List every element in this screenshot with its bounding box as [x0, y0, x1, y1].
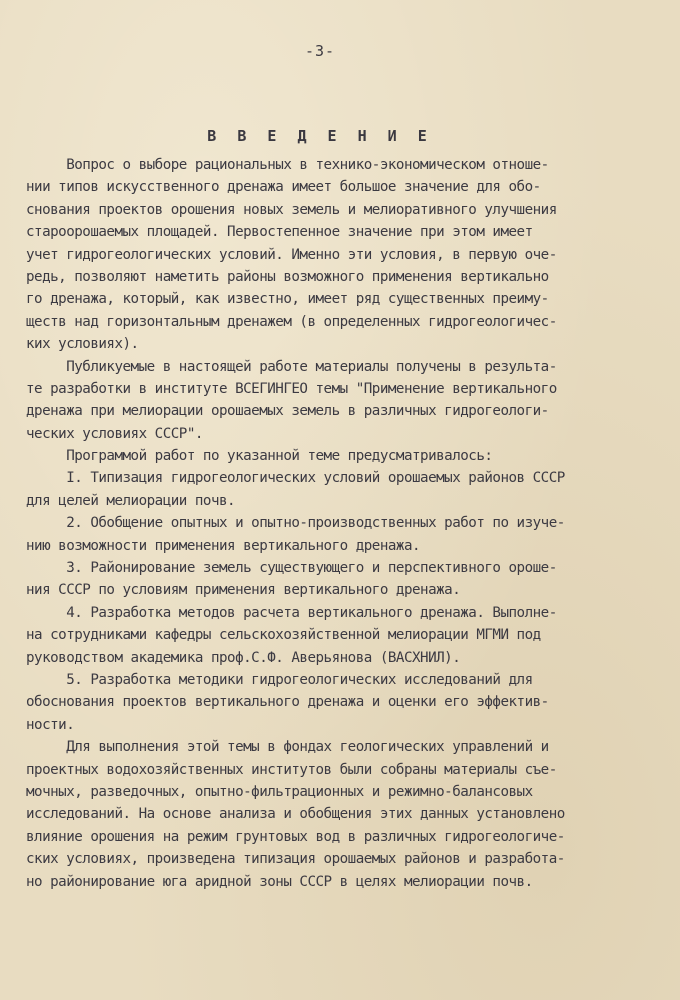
text-line: Публикуемые в настоящей работе материалы получены в результа-	[26, 358, 557, 375]
text-line: нию возможности применения вертикального дренажа.	[26, 537, 421, 554]
text-line: староорошаемых площадей. Первостепенное значение при этом имеет	[26, 224, 533, 241]
text-line: ких условиях).	[26, 336, 139, 353]
text-line: ских условиях, произведена типизация орошаемых районов и разработа-	[26, 851, 565, 868]
text-line: Для выполнения этой темы в фондах геологических управлений и	[26, 739, 549, 756]
text-line: нии типов искусственного дренажа имеет большое значение для обо-	[26, 179, 541, 196]
text-line: редь, позволяют наметить районы возможного применения вертикально	[26, 268, 549, 285]
text-line: Программой работ по указанной теме предусматривалось:	[26, 448, 493, 465]
text-line: го дренажа, который, как известно, имеет ряд существенных преиму-	[26, 291, 549, 308]
text-line: ния СССР по условиям применения вертикального дренажа.	[26, 582, 461, 599]
text-line: ществ над горизонтальным дренажем (в определенных гидрогеологичес-	[26, 313, 557, 330]
text-line: на сотрудниками кафедры сельскохозяйственной мелиорации МГМИ под	[26, 627, 541, 644]
text-line: учет гидрогеологических условий. Именно эти условия, в первую оче-	[26, 246, 557, 263]
text-line: 2. Обобщение опытных и опытно-производственных работ по изуче-	[26, 515, 565, 532]
text-line: дренажа при мелиорации орошаемых земель в различных гидрогеологи-	[26, 403, 549, 420]
text-line: ческих условиях СССР".	[26, 425, 203, 442]
text-line: ности.	[26, 716, 75, 733]
text-line: руководством академика проф.С.Ф. Аверьянова (ВАСХНИЛ).	[26, 649, 461, 666]
section-heading: В В Е Д Е Н И Е	[207, 127, 433, 145]
text-line: мочных, разведочных, опытно-фильтрационных и режимно-балансовых	[26, 783, 533, 800]
text-line: влияние орошения на режим грунтовых вод в различных гидрогеологиче-	[26, 828, 565, 845]
text-line: 5. Разработка методики гидрогеологических исследований для	[26, 671, 533, 688]
text-line: для целей мелиорации почв.	[26, 492, 236, 509]
body-text	[26, 154, 656, 893]
text-line: 4. Разработка методов расчета вертикального дренажа. Выполне-	[26, 604, 557, 621]
text-line: но районирование юга аридной зоны СССР в целях мелиорации почв.	[26, 873, 533, 890]
text-line: обоснования проектов вертикального дренажа и оценки его эффектив-	[26, 694, 549, 711]
text-line: 3. Районирование земель существующего и перспективного ороше-	[26, 560, 557, 577]
text-line: I. Типизация гидрогеологических условий орошаемых районов СССР	[26, 470, 565, 487]
text-line: те разработки в институте ВСЕГИНГЕО темы "Применение вертикального	[26, 380, 557, 397]
text-line: исследований. На основе анализа и обобщения этих данных установлено	[26, 806, 565, 823]
text-line: проектных водохозяйственных институтов были собраны материалы съе-	[26, 761, 557, 778]
page-number: -3-	[304, 42, 336, 60]
text-line: Вопрос о выборе рациональных в технико-экономическом отноше-	[26, 157, 549, 173]
text-line: снования проектов орошения новых земель и мелиоративного улучшения	[26, 201, 557, 218]
